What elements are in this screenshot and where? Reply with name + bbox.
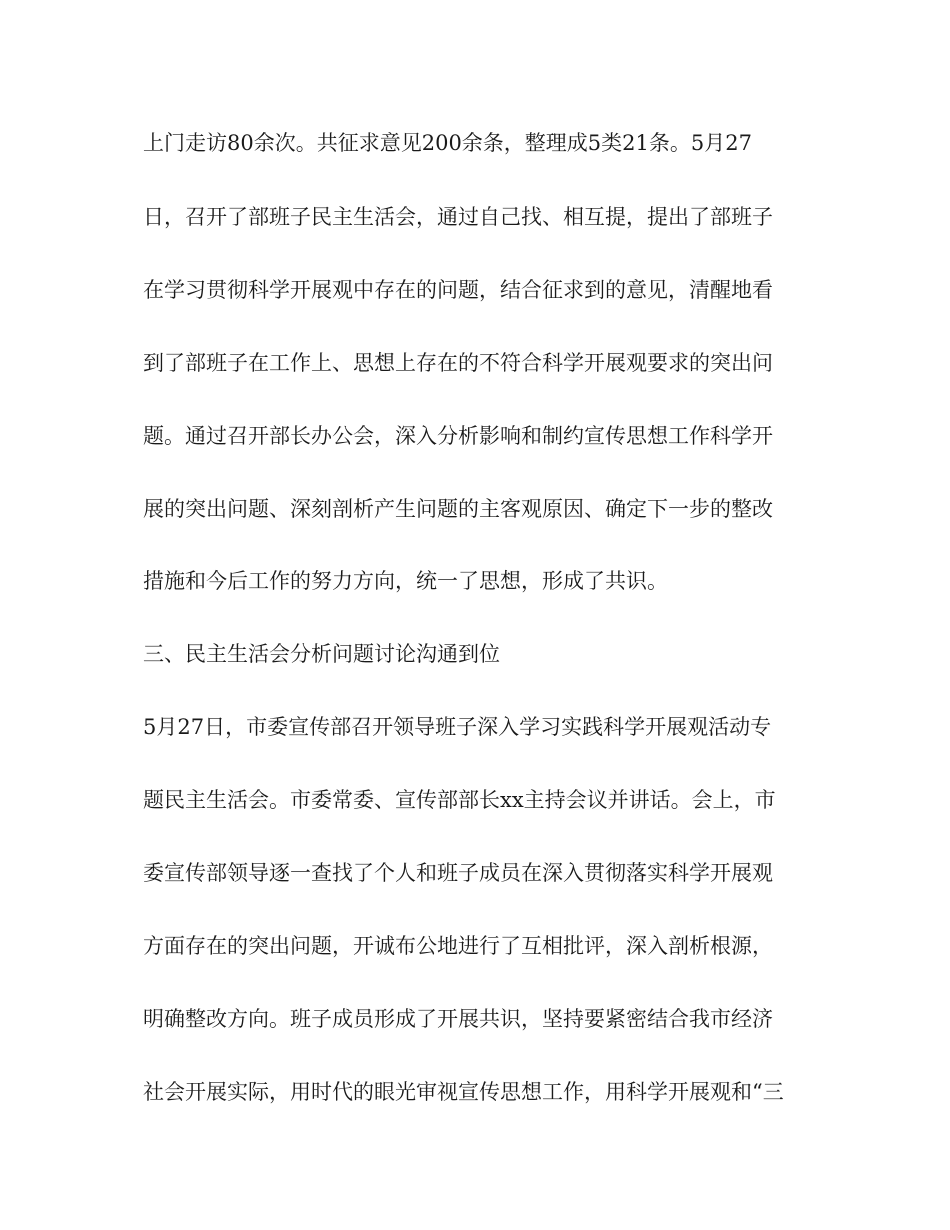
paragraph-line-3: 在学习贯彻科学开展观中存在的问题，结合征求到的意见，清醒地看 <box>143 278 773 302</box>
paragraph-line-6: 展的突出问题、深刻剖析产生问题的主客观原因、确定下一步的整改 <box>143 497 773 521</box>
paragraph-line-2: 日，召开了部班子民主生活会，通过自己找、相互提，提出了部班子 <box>143 205 773 229</box>
paragraph-line-8: 5月27日，市委宣传部召开领导班子深入学习实践科学开展观活动专 <box>143 715 772 739</box>
paragraph-line-13: 社会开展实际，用时代的眼光审视宣传思想工作，用科学开展观和“三 <box>143 1080 784 1104</box>
paragraph-line-10: 委宣传部领导逐一查找了个人和班子成员在深入贯彻落实科学开展观 <box>143 861 773 885</box>
paragraph-line-7: 措施和今后工作的努力方向，统一了思想，形成了共识。 <box>143 569 668 593</box>
paragraph-line-9: 题民主生活会。市委常委、宣传部部长xx主持会议并讲话。会上，市 <box>143 788 776 812</box>
paragraph-line-5: 题。通过召开部长办公会，深入分析影响和制约宣传思想工作科学开 <box>143 424 773 448</box>
paragraph-line-4: 到了部班子在工作上、思想上存在的不符合科学开展观要求的突出问 <box>143 351 773 375</box>
section-heading: 三、民主生活会分析问题讨论沟通到位 <box>143 642 500 666</box>
paragraph-line-1: 上门走访80余次。共征求意见200余条，整理成5类21条。5月27 <box>143 131 752 155</box>
paragraph-line-12: 明确整改方向。班子成员形成了开展共识，坚持要紧密结合我市经济 <box>143 1007 773 1031</box>
paragraph-line-11: 方面存在的突出问题，开诚布公地进行了互相批评，深入剖析根源， <box>143 934 773 958</box>
